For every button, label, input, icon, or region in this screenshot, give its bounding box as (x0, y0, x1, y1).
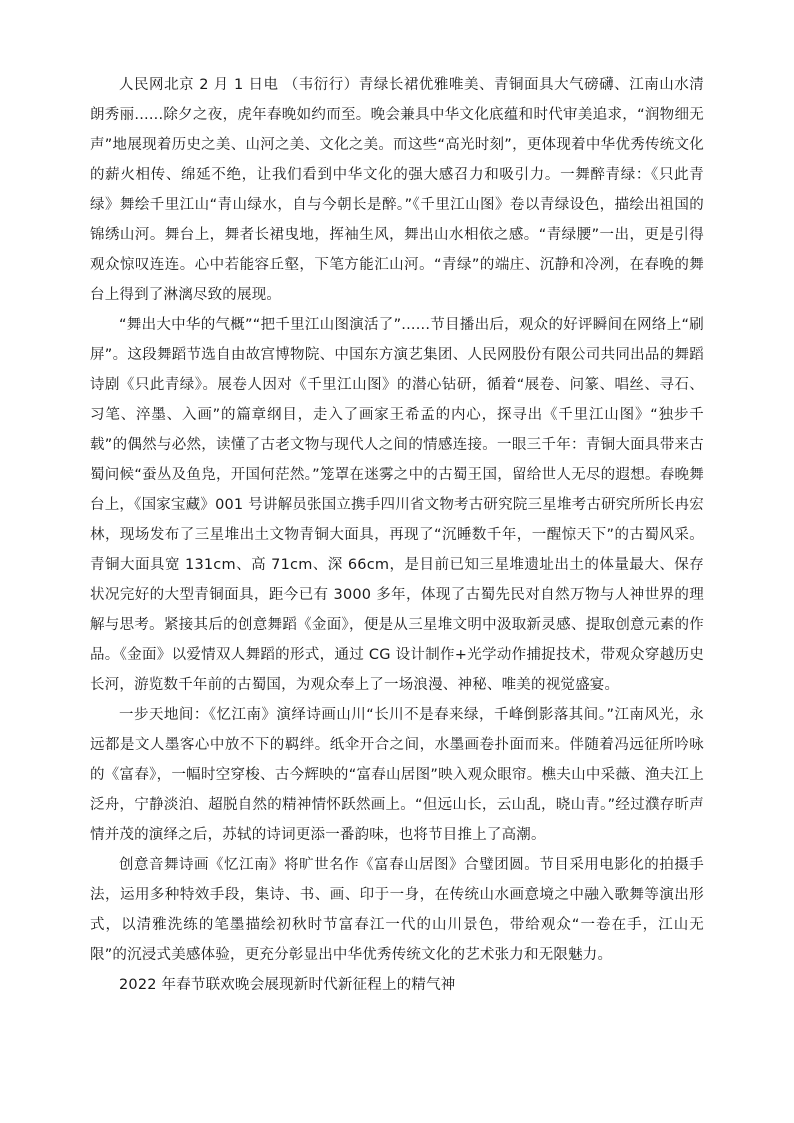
paragraph-intro: 人民网北京 2 月 1 日电 （韦衍行）青绿长裙优雅唯美、青铜面具大气磅礴、江南山水清朗秀丽......除夕之夜，虎年春晚如约而至。晚会兼具中华文化底蕴和时代审美追求，“润物细无声”地展现着历史之美、山河之美、文化之美。而这些“高光时刻”，更体现着中华优秀传统文化的薪火相传、绵延不绝，让我们看到中华文化的强大感召力和吸引力。一舞醉青绿：《只此青绿》舞绘千里江山“青山绿水，自与今朝长是醉。”《千里江山图》卷以青绿设色，描绘出祖国的锦绣山河。舞台上，舞者长裙曳地，挥袖生风，舞出山水相依之感。“青绿腰”一出，更是引得观众惊叹连连。心中若能容丘壑，下笔方能汇山河。“青绿”的端庄、沉静和冷冽，在春晚的舞台上得到了淋漓尽致的展现。 (90, 77, 704, 303)
paragraph-closing-line: 2022 年春节联欢晚会展现新时代新征程上的精气神 (119, 977, 456, 993)
paragraph-jiangnan: 一步天地间：《忆江南》演绎诗画山川“长川不是春来绿，千峰倒影落其间。”江南风光，永远都是文人墨客心中放不下的羁绊。纸伞开合之间，水墨画卷扑面而来。伴随着冯远征所吟咏的《富春》，一幅时空穿梭、古今辉映的“富春山居图”映入观众眼帘。樵夫山中采薇、渔夫江上泛舟，宁静淡泊、超脱自然的精神情怀跃然画上。“但远山长，云山乱，晓山青。”经过濮存昕声情并茂的演绎之后，苏轼的诗词更添一番韵味，也将节目推上了高潮。 (90, 707, 704, 843)
paragraph-golden-mask: “舞出大中华的气概”“把千里江山图演活了”......节目播出后，观众的好评瞬间在网络上“刷屏”。这段舞蹈节选自由故宫博物院、中国东方演艺集团、人民网股份有限公司共同出品的舞蹈诗剧《只此青绿》。展卷人因对《千里江山图》的潜心钻研，循着“展卷、问篆、唱丝、寻石、习笔、淬墨、入画”的篇章纲目，走入了画家王希孟的内心，探寻出《千里江山图》“独步千载”的偶然与必然，读懂了古老文物与现代人之间的情感连接。一眼三千年：青铜大面具带来古蜀问候“蚕丛及鱼凫，开国何茫然。”笼罩在迷雾之中的古蜀王国，留给世人无尽的遐想。春晚舞台上，《国家宝藏》001 号讲解员张国立携手四川省文物考古研究院三星堆考古研究所所长冉宏林，现场发布了三星堆出土文物青铜大面具，再现了“沉睡数千年，一醒惊天下”的古蜀风采。青铜大面具宽 131cm、高 71cm、深 66cm，是目前已知三星堆遗址出土的体量最大、保存状况完好的大型青铜面具，距今已有 3000 多年，体现了古蜀先民对自然万物与人神世界的理解与思考。紧接其后的创意舞蹈《金面》，便是从三星堆文明中汲取新灵感、提取创意元素的作品。《金面》以爱情双人舞蹈的形式，通过 CG 设计制作+光学动作捕捉技术，带观众穿越历史长河，游览数千年前的古蜀国，为观众奉上了一场浪漫、神秘、唯美的视觉盛宴。 (90, 317, 704, 693)
paragraph-fuchun: 创意音舞诗画《忆江南》将旷世名作《富春山居图》合璧团圆。节目采用电影化的拍摄手法，运用多种特效手段，集诗、书、画、印于一身，在传统山水画意境之中融入歌舞等演出形式，以清雅洗练的笔墨描绘初秋时节富春江一代的山川景色，带给观众“一卷在手，江山无限”的沉浸式美感体验，更充分彰显出中华优秀传统文化的艺术张力和无限魅力。 (90, 857, 704, 963)
article-body (90, 70, 704, 1000)
